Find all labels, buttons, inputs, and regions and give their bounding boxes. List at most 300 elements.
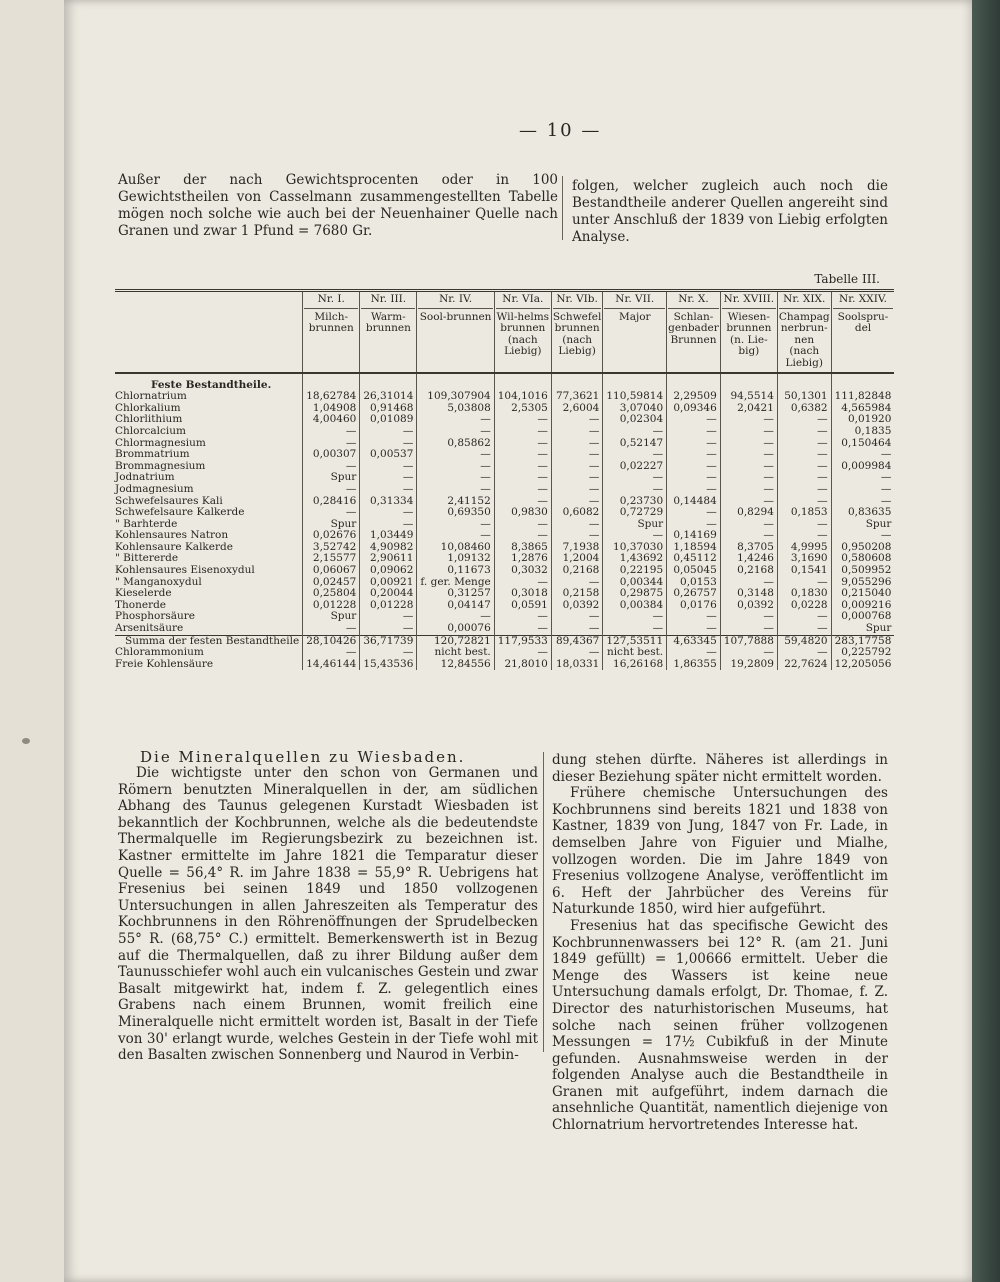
table-cell: 0,00921 xyxy=(360,577,417,589)
table-cell xyxy=(603,373,667,392)
table-cell: 2,0421 xyxy=(720,403,777,415)
column-number: Nr. XXIV. xyxy=(833,294,894,309)
column-name: Wil-helms brunnen (nach Liebig) xyxy=(496,310,550,358)
table-row xyxy=(115,542,894,554)
table-cell: — xyxy=(494,484,551,496)
table-cell: — xyxy=(831,496,894,508)
table-cell: — xyxy=(417,472,494,484)
table-cell: 1,86355 xyxy=(667,659,721,671)
table-cell: 0,225792 xyxy=(831,647,894,659)
table-cell: 22,7624 xyxy=(777,659,831,671)
page-number: — 10 — xyxy=(519,120,602,141)
sum-row xyxy=(115,635,894,647)
ink-spot xyxy=(22,738,30,744)
table-cell: — xyxy=(667,472,721,484)
table-cell: — xyxy=(551,449,603,461)
table-cell: 50,1301 xyxy=(777,391,831,403)
section-label: Feste Bestandtheile. xyxy=(151,378,272,391)
table-cell: 2,6004 xyxy=(551,403,603,415)
table-cell: 0,91468 xyxy=(360,403,417,415)
table-cell: 0,215040 xyxy=(831,588,894,600)
table-cell: — xyxy=(777,519,831,531)
table-cell: 0,0228 xyxy=(777,600,831,612)
table-cell: — xyxy=(720,472,777,484)
table-cell: — xyxy=(360,611,417,623)
table-cell: 0,01089 xyxy=(360,414,417,426)
table-cell: — xyxy=(494,414,551,426)
table-cell: — xyxy=(360,426,417,438)
table-cell: — xyxy=(667,461,721,473)
row-label: Chlorkalium xyxy=(115,401,181,414)
table-cell: 0,01920 xyxy=(831,414,894,426)
table-cell: 1,09132 xyxy=(417,553,494,565)
column-number: Nr. X. xyxy=(668,294,719,309)
table-cell: 0,23730 xyxy=(603,496,667,508)
table-cell: 0,01228 xyxy=(360,600,417,612)
table-cell: — xyxy=(720,484,777,496)
table-cell: — xyxy=(551,496,603,508)
table-cell: — xyxy=(777,449,831,461)
table-cell: 0,00076 xyxy=(417,623,494,635)
table-cell: — xyxy=(494,519,551,531)
table-cell: 0,00344 xyxy=(603,577,667,589)
table-cell: 0,6382 xyxy=(777,403,831,415)
column-header xyxy=(603,291,667,373)
table-cell: — xyxy=(417,449,494,461)
table-cell: 9,055296 xyxy=(831,577,894,589)
sum-cell: 283,17758 xyxy=(831,635,894,647)
table-cell: 0,45112 xyxy=(667,553,721,565)
table-cell: — xyxy=(551,623,603,635)
table-cell: 0,29875 xyxy=(603,588,667,600)
row-label: Chlormagnesium xyxy=(115,436,206,449)
table-cell xyxy=(551,373,603,392)
table-cell: — xyxy=(303,484,360,496)
column-number: Nr. IV. xyxy=(418,294,492,309)
table-cell: — xyxy=(360,519,417,531)
table-cell: 0,20044 xyxy=(360,588,417,600)
table-row xyxy=(115,659,894,671)
table-cell: 0,2168 xyxy=(720,565,777,577)
column-name: Wiesen-brunnen (n. Lie-big) xyxy=(726,310,772,358)
table-cell: — xyxy=(777,611,831,623)
table-cell: — xyxy=(303,461,360,473)
table-row xyxy=(115,611,894,623)
table-cell: 109,307904 xyxy=(417,391,494,403)
table-cell: 4,00460 xyxy=(303,414,360,426)
table-cell: 0,509952 xyxy=(831,565,894,577)
column-header xyxy=(360,291,417,373)
table-cell: — xyxy=(360,461,417,473)
table-cell: 77,3621 xyxy=(551,391,603,403)
table-cell: 10,37030 xyxy=(603,542,667,554)
row-label: Kohlensaures Eisenoxydul xyxy=(115,564,255,577)
table-cell: 8,3705 xyxy=(720,542,777,554)
table-cell: 111,82848 xyxy=(831,391,894,403)
table-cell xyxy=(831,373,894,392)
row-label: Jodnatrium xyxy=(115,471,175,484)
table-cell: 0,09346 xyxy=(667,403,721,415)
table-cell: 0,22195 xyxy=(603,565,667,577)
table-cell: — xyxy=(494,530,551,542)
table-cell: — xyxy=(777,484,831,496)
table-row xyxy=(115,507,894,519)
section-row xyxy=(115,373,894,392)
table-row xyxy=(115,472,894,484)
book-cover-edge xyxy=(972,0,1000,1282)
table-cell: — xyxy=(777,461,831,473)
table-cell: 2,90611 xyxy=(360,553,417,565)
table-cell: 0,00307 xyxy=(303,449,360,461)
body-left-column xyxy=(118,765,538,1064)
table-cell: Spur xyxy=(603,519,667,531)
column-name: Milch-brunnen xyxy=(308,310,354,335)
table-cell: 0,85862 xyxy=(417,438,494,450)
table-cell: — xyxy=(551,530,603,542)
column-header xyxy=(777,291,831,373)
table-row xyxy=(115,449,894,461)
table-cell: 0,00537 xyxy=(360,449,417,461)
table-cell: 18,62784 xyxy=(303,391,360,403)
label-column-header xyxy=(115,291,303,373)
table-cell: 1,18594 xyxy=(667,542,721,554)
sum-cell: 59,4820 xyxy=(777,635,831,647)
table-cell: — xyxy=(777,623,831,635)
table-cell xyxy=(777,373,831,392)
table-cell xyxy=(360,373,417,392)
sum-label: Summa der festen Bestandtheile xyxy=(115,635,303,647)
table-header xyxy=(115,291,894,373)
table-cell: — xyxy=(303,438,360,450)
table-row xyxy=(115,461,894,473)
table-cell: Spur xyxy=(303,611,360,623)
table-cell: 0,3018 xyxy=(494,588,551,600)
table-cell: — xyxy=(417,414,494,426)
column-header xyxy=(551,291,603,373)
table-cell: 12,84556 xyxy=(417,659,494,671)
column-name: Soolspru-del xyxy=(837,310,889,335)
column-header xyxy=(494,291,551,373)
table-cell: — xyxy=(417,530,494,542)
table-cell: — xyxy=(667,611,721,623)
column-header xyxy=(417,291,494,373)
column-header xyxy=(831,291,894,373)
table-cell: — xyxy=(494,438,551,450)
table-cell: — xyxy=(720,496,777,508)
table-cell: 0,950208 xyxy=(831,542,894,554)
table-cell: — xyxy=(667,426,721,438)
table-row xyxy=(115,438,894,450)
table-cell: — xyxy=(551,577,603,589)
table-cell: — xyxy=(777,577,831,589)
table-cell: 2,15577 xyxy=(303,553,360,565)
row-label: " Barhterde xyxy=(115,517,178,530)
table-cell: — xyxy=(667,519,721,531)
table-cell: — xyxy=(720,438,777,450)
table-cell: — xyxy=(417,461,494,473)
sum-cell: 89,4367 xyxy=(551,635,603,647)
table-cell: — xyxy=(551,647,603,659)
table-row xyxy=(115,484,894,496)
table-cell: 8,3865 xyxy=(494,542,551,554)
table-cell: — xyxy=(603,426,667,438)
table-row xyxy=(115,588,894,600)
table-cell: 104,1016 xyxy=(494,391,551,403)
table-cell: — xyxy=(777,496,831,508)
row-label: Phosphorsäure xyxy=(115,610,196,623)
table-cell: — xyxy=(551,414,603,426)
table-cell: — xyxy=(667,623,721,635)
row-label: Kohlensaure Kalkerde xyxy=(115,540,233,553)
row-label: Chlorlithium xyxy=(115,413,183,426)
table-cell: 0,1853 xyxy=(777,507,831,519)
table-cell: 0,580608 xyxy=(831,553,894,565)
table-cell: — xyxy=(303,647,360,659)
row-label: " Bittererde xyxy=(115,552,179,565)
table-row xyxy=(115,403,894,415)
table-cell: — xyxy=(551,461,603,473)
row-label: Chlornatrium xyxy=(115,390,187,403)
table-cell: 5,03808 xyxy=(417,403,494,415)
table-cell: — xyxy=(303,507,360,519)
table-cell: 0,83635 xyxy=(831,507,894,519)
table-cell: — xyxy=(360,438,417,450)
table-cell xyxy=(417,373,494,392)
column-name: Warm-brunnen xyxy=(365,310,411,335)
table-cell: 0,1835 xyxy=(831,426,894,438)
sum-cell: 36,71739 xyxy=(360,635,417,647)
table-cell: 0,05045 xyxy=(667,565,721,577)
table-cell: 21,8010 xyxy=(494,659,551,671)
table-cell: 0,69350 xyxy=(417,507,494,519)
table-cell: 16,26168 xyxy=(603,659,667,671)
row-label: Chlorammonium xyxy=(115,646,204,659)
table-cell: 0,3032 xyxy=(494,565,551,577)
table-cell: — xyxy=(494,426,551,438)
table-cell: — xyxy=(777,530,831,542)
table-cell: — xyxy=(603,623,667,635)
table-row xyxy=(115,623,894,635)
table-cell: — xyxy=(303,623,360,635)
body-paragraph: dung stehen dürfte. Näheres ist allerdings in dieser Beziehung später nicht ermittelt worden. xyxy=(552,752,888,785)
table-cell: — xyxy=(303,426,360,438)
table-cell: 0,00384 xyxy=(603,600,667,612)
table-cell: 94,5514 xyxy=(720,391,777,403)
table-cell: 2,41152 xyxy=(417,496,494,508)
table-cell: 0,02676 xyxy=(303,530,360,542)
table-cell: — xyxy=(417,611,494,623)
table-cell: Spur xyxy=(303,519,360,531)
table-cell: 0,1830 xyxy=(777,588,831,600)
table-cell: 110,59814 xyxy=(603,391,667,403)
table-cell: 0,000768 xyxy=(831,611,894,623)
table-cell: — xyxy=(777,438,831,450)
table-cell: 0,0392 xyxy=(720,600,777,612)
table-cell: — xyxy=(603,530,667,542)
table-cell: 1,04908 xyxy=(303,403,360,415)
column-name: Schwefel brunnen (nach Liebig) xyxy=(552,310,602,358)
table-title: Tabelle III. xyxy=(814,272,880,286)
analysis-table xyxy=(115,289,894,670)
column-name: Sool-brunnen xyxy=(419,310,492,323)
adjacent-page-edge xyxy=(0,0,64,1282)
column-number: Nr. I. xyxy=(304,294,358,309)
row-label: Kohlensaures Natron xyxy=(115,529,229,542)
table-cell: — xyxy=(494,647,551,659)
table-cell: — xyxy=(831,472,894,484)
table-cell: 2,5305 xyxy=(494,403,551,415)
intro-right-paragraph: folgen, welcher zugleich auch noch die Bestandtheile anderer Quellen angereiht sind unter Anschluß der 1839 von Liebig erfolgten Analyse. xyxy=(572,178,888,245)
table-cell: 10,08460 xyxy=(417,542,494,554)
table-cell xyxy=(303,373,360,392)
table-cell: — xyxy=(720,647,777,659)
table-cell: — xyxy=(551,438,603,450)
column-header xyxy=(667,291,721,373)
table-cell: 0,009984 xyxy=(831,461,894,473)
table-cell: 19,2809 xyxy=(720,659,777,671)
row-label: Chlorcalcium xyxy=(115,424,186,437)
table-cell: — xyxy=(551,426,603,438)
table-cell: 0,09062 xyxy=(360,565,417,577)
column-number: Nr. XIX. xyxy=(779,294,830,309)
table-cell: — xyxy=(720,530,777,542)
column-divider xyxy=(543,752,544,1052)
table-cell: 0,25804 xyxy=(303,588,360,600)
table-cell: — xyxy=(667,414,721,426)
table-cell: — xyxy=(720,449,777,461)
column-header xyxy=(720,291,777,373)
row-label: Schwefelsaure Kalkerde xyxy=(115,506,245,519)
table-row xyxy=(115,577,894,589)
table-cell: 4,565984 xyxy=(831,403,894,415)
column-number: Nr. VIb. xyxy=(553,294,602,309)
table-cell: 0,0153 xyxy=(667,577,721,589)
table-cell: — xyxy=(720,426,777,438)
table-cell: 0,26757 xyxy=(667,588,721,600)
table-row xyxy=(115,414,894,426)
table-cell: 0,9830 xyxy=(494,507,551,519)
table-cell: 0,0176 xyxy=(667,600,721,612)
table-cell xyxy=(667,373,721,392)
table-cell: 0,1541 xyxy=(777,565,831,577)
column-number: Nr. VIa. xyxy=(496,294,550,309)
table-body xyxy=(115,373,894,671)
row-label: Thonerde xyxy=(115,598,167,611)
table-cell: 3,52742 xyxy=(303,542,360,554)
table-cell: 0,14484 xyxy=(667,496,721,508)
table-cell: 0,14169 xyxy=(667,530,721,542)
table-cell: 1,4246 xyxy=(720,553,777,565)
table-cell xyxy=(494,373,551,392)
table-cell: 0,06067 xyxy=(303,565,360,577)
table-cell: f. ger. Menge xyxy=(417,577,494,589)
table-cell: — xyxy=(603,472,667,484)
section-heading: Die Mineralquellen zu Wiesbaden. xyxy=(140,748,466,766)
table-cell: 15,43536 xyxy=(360,659,417,671)
table-cell: — xyxy=(667,507,721,519)
table-cell: — xyxy=(720,577,777,589)
table-cell: 18,0331 xyxy=(551,659,603,671)
column-header xyxy=(303,291,360,373)
table-row xyxy=(115,565,894,577)
table-cell: — xyxy=(360,623,417,635)
table-cell: — xyxy=(603,449,667,461)
body-right-column xyxy=(552,752,888,1134)
table-cell: 1,03449 xyxy=(360,530,417,542)
table-cell: 0,6082 xyxy=(551,507,603,519)
column-name: Major xyxy=(618,310,651,323)
column-number: Nr. III. xyxy=(361,294,415,309)
table-cell: 1,43692 xyxy=(603,553,667,565)
row-label: " Manganoxydul xyxy=(115,575,202,588)
table-cell: 0,3148 xyxy=(720,588,777,600)
table-row xyxy=(115,391,894,403)
table-cell: 0,02304 xyxy=(603,414,667,426)
table-cell: 0,72729 xyxy=(603,507,667,519)
table-cell: — xyxy=(720,414,777,426)
table-cell: — xyxy=(667,438,721,450)
table-cell: — xyxy=(417,484,494,496)
table-cell: — xyxy=(720,611,777,623)
table-cell: — xyxy=(831,530,894,542)
table-cell: 0,150464 xyxy=(831,438,894,450)
table-cell: 0,0392 xyxy=(551,600,603,612)
table-cell: 12,205056 xyxy=(831,659,894,671)
table-cell: Spur xyxy=(303,472,360,484)
table-cell: 0,31334 xyxy=(360,496,417,508)
row-label: Freie Kohlensäure xyxy=(115,657,214,670)
table-cell: — xyxy=(831,484,894,496)
table-cell: — xyxy=(777,426,831,438)
table-cell: — xyxy=(777,647,831,659)
table-cell: — xyxy=(494,577,551,589)
intro-left-paragraph: Außer der nach Gewichtsprocenten oder in 100 Gewichtstheilen von Casselmann zusammengestellten Tabelle mögen noch solche wie auch bei der Neuenhainer Quelle nach Granen und zwar 1 Pfund = 7680 Gr. xyxy=(118,172,558,239)
table-cell: 1,2004 xyxy=(551,553,603,565)
sum-cell: 4,63345 xyxy=(667,635,721,647)
mineral-table xyxy=(115,272,892,670)
table-row xyxy=(115,426,894,438)
body-paragraph: Die wichtigste unter den schon von Germanen und Römern benutzten Mineralquellen in der, am südlichen Abhang des Taunus gelegenen Kurstadt Wiesbaden ist bekanntlich der Kochbrunnen, welche als die bedeutendste Thermalquelle im Regierungsbezirk zu bezeichnen ist. Kastner ermittelte im Jahre 1821 die Temparatur dieser Quelle = 56,4° R. im Jahre 1838 = 55,9° R. Uebrigens hat Fresenius bei seinen 1849 und 1850 vollzogenen Untersuchungen in allen Jahreszeiten als Temperatur des Kochbrunnens in den Röhrenöffnungen der Sprudelbecken 55° R. (68,75° C.) ermittelt. Bemerkenswerth ist in Bezug auf die Thermalquellen, daß zu ihrer Bildung außer dem Taunusschiefer wohl auch ein vulcanisches Gestein und zwar Basalt mitgewirkt hat, indem f. Z. gelegentlich eines Grabens nach einem Brunnen, womit freilich eine Mineralquelle nicht ermittelt worden ist, Basalt in der Tiefe von 30' erlangt wurde, welches Gestein in der Tiefe wohl mit den Basalten zwischen Sonnenberg und Naurod in Verbin- xyxy=(118,765,538,1064)
table-cell: 4,9995 xyxy=(777,542,831,554)
table-cell: — xyxy=(360,507,417,519)
table-cell: — xyxy=(777,472,831,484)
sum-cell: 120,72821 xyxy=(417,635,494,647)
table-cell: — xyxy=(603,611,667,623)
table-cell: — xyxy=(667,449,721,461)
table-cell: — xyxy=(720,461,777,473)
sum-cell: 107,7888 xyxy=(720,635,777,647)
table-cell: 0,2168 xyxy=(551,565,603,577)
table-cell: 0,01228 xyxy=(303,600,360,612)
column-number: Nr. VII. xyxy=(604,294,665,309)
table-cell: — xyxy=(494,611,551,623)
table-cell: — xyxy=(551,472,603,484)
table-row xyxy=(115,519,894,531)
column-number: Nr. XVIII. xyxy=(722,294,776,309)
sum-cell: 127,53511 xyxy=(603,635,667,647)
body-paragraph: Frühere chemische Untersuchungen des Kochbrunnens sind bereits 1821 und 1838 von Kastner, 1839 von Jung, 1847 von Fr. Lade, in demselben Jahre von Figuier und Mialhe, vollzogen worden. Die im Jahre 1849 von Fresenius vollzogene Analyse, veröffentlicht im 6. Heft der Jahrbücher des Vereins für Naturkunde 1850, wird hier aufgeführt. xyxy=(552,785,888,918)
table-cell: 26,31014 xyxy=(360,391,417,403)
column-name: Champag nerbrun-nen (nach Liebig) xyxy=(778,310,830,369)
table-cell: 1,2876 xyxy=(494,553,551,565)
table-cell: — xyxy=(494,461,551,473)
sum-cell: 28,10426 xyxy=(303,635,360,647)
table-cell: 0,02227 xyxy=(603,461,667,473)
row-label: Brommagnesium xyxy=(115,459,206,472)
table-cell: 0,31257 xyxy=(417,588,494,600)
table-cell: Spur xyxy=(831,623,894,635)
table-cell: — xyxy=(720,519,777,531)
